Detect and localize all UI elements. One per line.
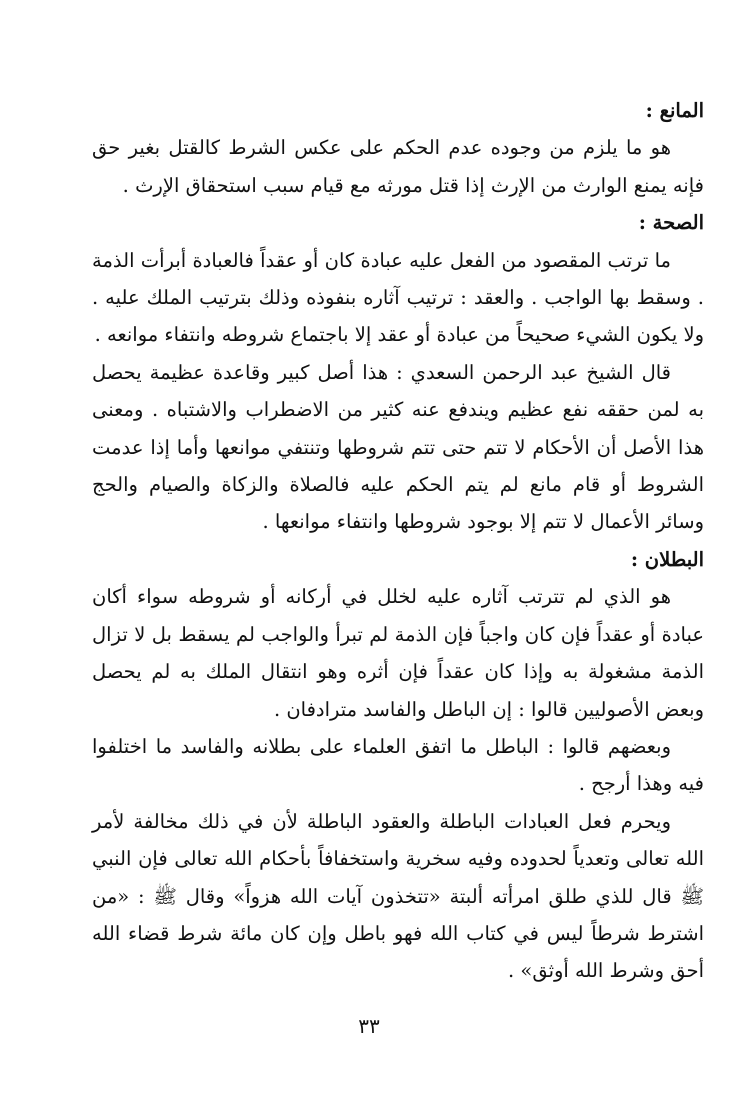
page-body — [92, 92, 704, 990]
section-paragraph: هو ما يلزم من وجوده عدم الحكم على عكس الشرط كالقتل بغير حق فإنه يمنع الوارث من الإرث إذا قتل مورثه مع قيام سبب استحقاق الإرث . — [92, 136, 704, 197]
section-mani — [92, 92, 704, 204]
section-paragraph: قال الشيخ عبد الرحمن السعدي : هذا أصل كبير وقاعدة عظيمة يحصل به لمن حققه نفع عظيم ويندفع عنه كثير من الاضطراب والاشتباه . ومعنى هذا الأصل أن الأحكام لا تتم حتى تتم شروطها وتنتفي موانعها وأما إذا عدمت الشروط أو قام مانع لم يتم الحكم عليه فالصلاة والزكاة والصيام والحج وسائر الأعمال لا تتم إلا بوجود شروطها وانتفاء موانعها . — [92, 360, 704, 534]
page-number: ٣٣ — [358, 1014, 380, 1038]
section-paragraph: هو الذي لم تترتب آثاره عليه لخلل في أركانه أو شروطه سواء أكان عبادة أو عقداً فإن كان واجباً فإن الذمة لم تبرأ والواجب لم يسقط بل لا تزال الذمة مشغولة به وإذا كان عقداً فإن أثره وهو انتقال الملك به لم يحصل وبعض الأصوليين قالوا : إن الباطل والفاسد مترادفان . — [92, 585, 704, 721]
section-paragraph: ما ترتب المقصود من الفعل عليه عبادة كان أو عقداً فالعبادة أبرأت الذمة . وسقط بها الواجب . والعقد : ترتيب آثاره بنفوذه وذلك بترتيب الملك عليه . ولا يكون الشيء صحيحاً من عبادة أو عقد إلا باجتماع شروطه وانتفاء موانعه . — [92, 248, 704, 347]
section-heading: البطلان : — [630, 547, 704, 571]
section-heading: الصحة : — [638, 211, 704, 235]
section-heading: المانع : — [645, 99, 704, 122]
section-sihha — [92, 204, 704, 541]
section-paragraph: ويحرم فعل العبادات الباطلة والعقود الباطلة لأن في ذلك مخالفة لأمر الله تعالى وتعدياً لحدوده وفيه سخرية واستخفافاً بأحكام الله تعالى فإن النبي ﷺ قال للذي طلق امرأته ألبتة «تتخذون آيات الله هزواً» وقال ﷺ : «من اشترط شرطاً ليس في كتاب الله فهو باطل وإن كان مائة شرط قضاء الله أحق وشرط الله أوثق» . — [92, 809, 704, 983]
section-butlan — [92, 541, 704, 990]
section-paragraph: وبعضهم قالوا : الباطل ما اتفق العلماء على بطلانه والفاسد ما اختلفوا فيه وهذا أرجح . — [92, 734, 704, 796]
